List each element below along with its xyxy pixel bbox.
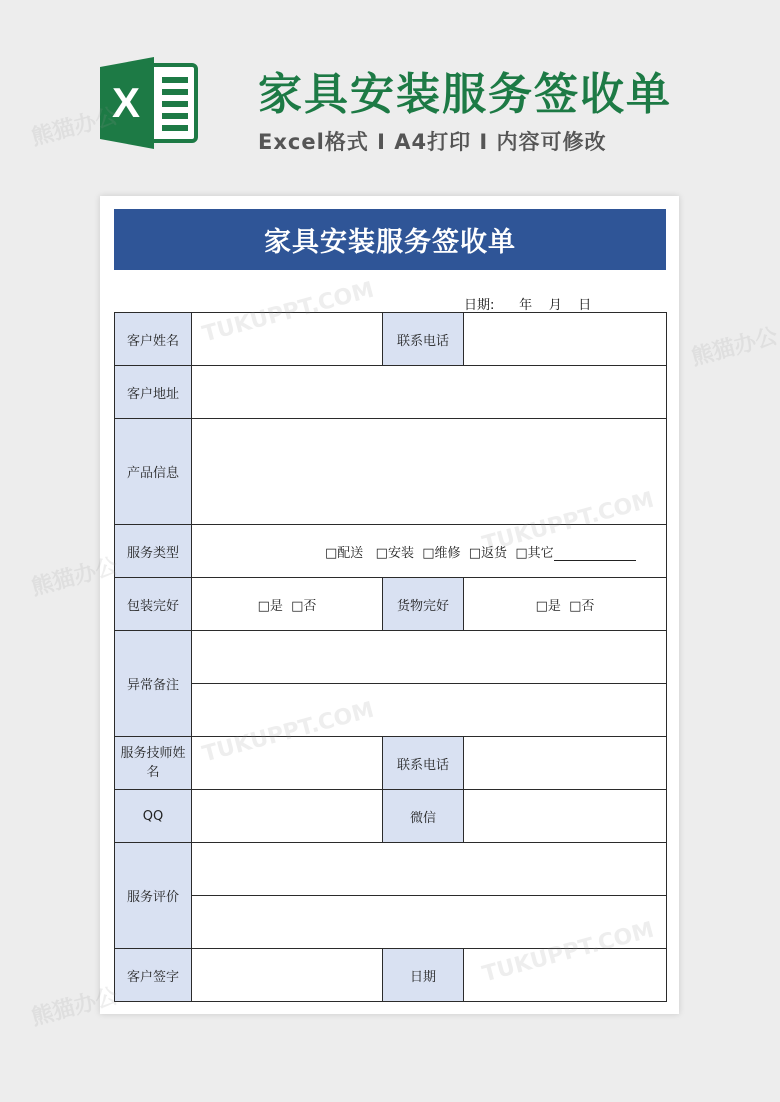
label-qq: QQ	[115, 790, 192, 843]
label-wechat: 微信	[383, 790, 464, 843]
row-customer	[115, 313, 667, 366]
row-address	[115, 366, 667, 419]
date-line: 日期: 年 月 日	[464, 298, 592, 313]
field-sign-date[interactable]	[464, 949, 667, 1002]
field-customer-name[interactable]	[192, 313, 383, 366]
field-remarks-line-1[interactable]	[192, 631, 667, 684]
row-technician	[115, 737, 667, 790]
label-customer-name: 客户姓名	[115, 313, 192, 366]
sign-off-form	[114, 312, 667, 1002]
row-signature	[115, 949, 667, 1002]
page-subtitle: Excel格式 I A4打印 I 内容可修改	[258, 130, 607, 154]
row-remarks-2	[115, 684, 667, 737]
label-tech-phone: 联系电话	[383, 737, 464, 790]
watermark: 熊猫办公	[28, 103, 121, 151]
label-tech-name: 服务技师姓名	[115, 737, 192, 790]
field-tech-phone[interactable]	[464, 737, 667, 790]
label-evaluation: 服务评价	[115, 843, 192, 949]
logo-letter: X	[111, 79, 141, 126]
other-blank-line	[554, 548, 636, 561]
field-signature[interactable]	[192, 949, 383, 1002]
service-options-text: □配送 □安装 □维修 □返货 □其它	[325, 545, 554, 561]
label-remarks: 异常备注	[115, 631, 192, 737]
field-remarks-line-2[interactable]	[192, 684, 667, 737]
row-evaluation-1	[115, 843, 667, 896]
field-tech-name[interactable]	[192, 737, 383, 790]
label-packaging: 包装完好	[115, 578, 192, 631]
field-evaluation-line-2[interactable]	[192, 896, 667, 949]
label-service-type: 服务类型	[115, 525, 192, 578]
field-address[interactable]	[192, 366, 667, 419]
watermark: 熊猫办公	[28, 983, 121, 1031]
field-product-info[interactable]	[192, 419, 667, 525]
row-contact	[115, 790, 667, 843]
row-condition	[115, 578, 667, 631]
row-evaluation-2	[115, 896, 667, 949]
watermark: 熊猫办公	[688, 323, 780, 371]
label-signature: 客户签字	[115, 949, 192, 1002]
packaging-options[interactable]: □是 □否	[192, 578, 383, 631]
label-product-info: 产品信息	[115, 419, 192, 525]
page-title: 家具安装服务签收单	[258, 69, 672, 120]
label-phone: 联系电话	[383, 313, 464, 366]
field-qq[interactable]	[192, 790, 383, 843]
field-wechat[interactable]	[464, 790, 667, 843]
goods-options[interactable]: □是 □否	[464, 578, 667, 631]
row-service-type	[115, 525, 667, 578]
service-type-options[interactable]	[192, 525, 667, 578]
field-evaluation-line-1[interactable]	[192, 843, 667, 896]
document-banner: 家具安装服务签收单	[114, 209, 666, 270]
label-address: 客户地址	[115, 366, 192, 419]
field-phone[interactable]	[464, 313, 667, 366]
row-product	[115, 419, 667, 525]
watermark: 熊猫办公	[28, 553, 121, 601]
label-sign-date: 日期	[383, 949, 464, 1002]
row-remarks-1	[115, 631, 667, 684]
label-goods: 货物完好	[383, 578, 464, 631]
excel-logo-icon	[100, 55, 200, 151]
